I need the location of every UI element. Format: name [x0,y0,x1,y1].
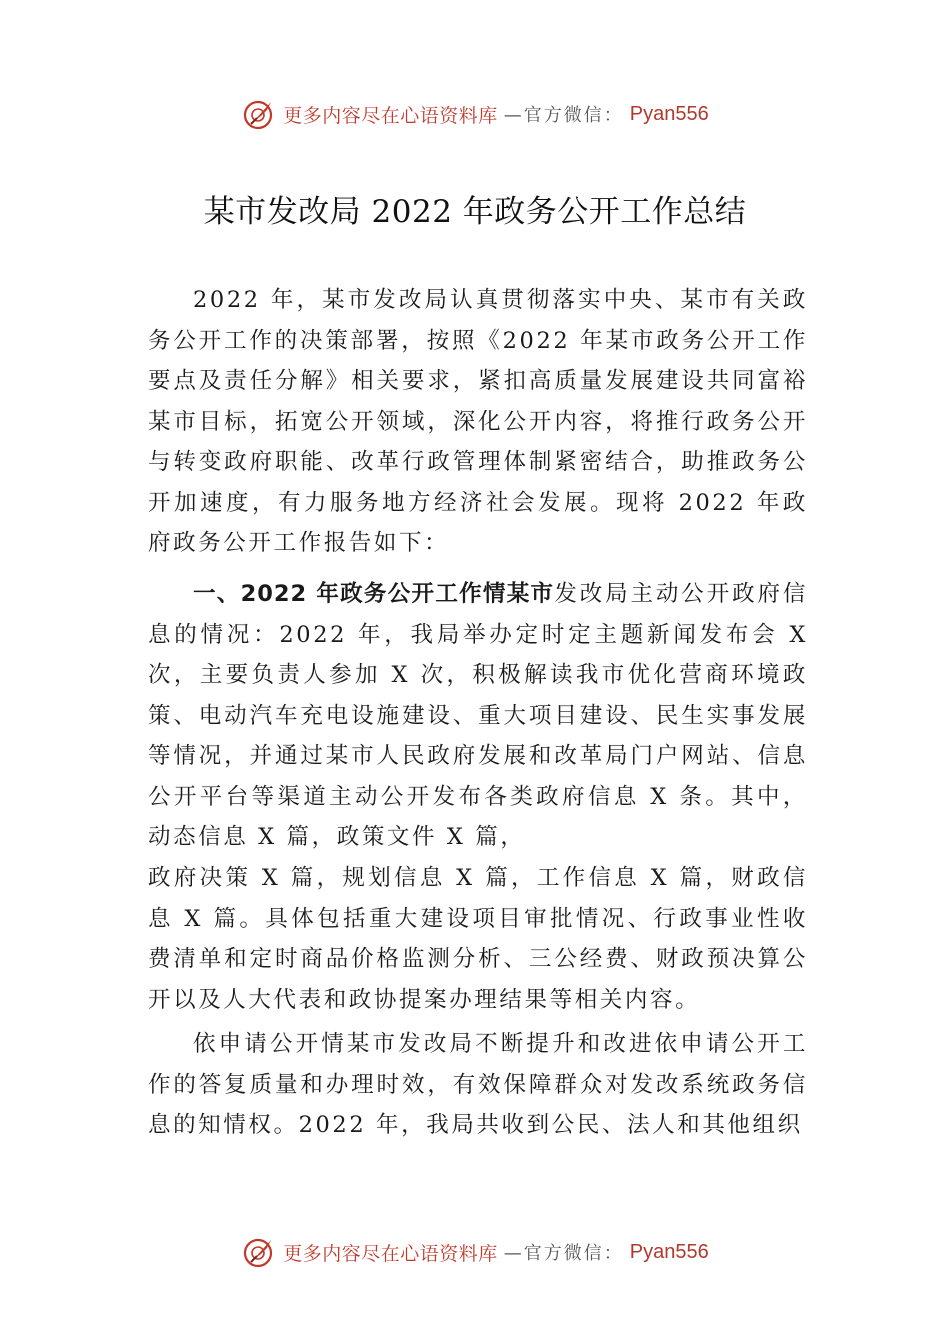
section-one-heading: 一、2022 年政务公开工作情某市 [193,581,555,607]
watermark-official-label: —官方微信： [503,1243,624,1264]
header-watermark-banner [0,94,950,134]
watermark-wechat-id: Pyan556 [629,102,709,125]
document-title: 某市发改局 2022 年政务公开工作总结 [203,194,747,230]
watermark-wechat-id: Pyan556 [629,1240,709,1263]
paragraph-section-one [148,574,808,858]
watermark-brand-text: 更多内容尽在心语资料库 [283,1242,498,1265]
quill-logo-icon [241,1234,277,1270]
paragraph-intro: 2022 年，某市发改局认真贯彻落实中央、某市有关政务公开工作的决策部署，按照《2022 年某市政务公开工作要点及责任分解》相关要求，紧扣高质量发展建设共同富裕某市目标，拓宽公开领域，深化公开内容，将推行政务公开与转变政府职能、改革行政管理体制紧密结合，助推政务公开加速度，有力服务地方经济社会发展。现将 2022 年政府政务公开工作报告如下： [148,287,808,556]
footer-watermark-banner [0,1232,950,1272]
paragraph-on-request-disclosure: 依申请公开情某市发改局不断提升和改进依申请公开工作的答复质量和办理时效，有效保障群众对发改系统政务信息的知情权。2022 年，我局共收到公民、法人和其他组织 [148,1031,808,1138]
watermark-official-label: —官方微信： [503,105,624,126]
paragraph-section-one-continued: 政府决策 X 篇，规划信息 X 篇，工作信息 X 篇，财政信息 X 篇。具体包括重大建设项目审批情况、行政事业性收费清单和定时商品价格监测分析、三公经费、财政预决算公开以及人大代表和政协提案办理结果等相关内容。 [148,865,808,1013]
watermark-brand-text: 更多内容尽在心语资料库 [283,104,498,127]
quill-logo-icon [241,96,277,132]
section-one-text: 发改局主动公开政府信息的情况：2022 年，我局举办定时定主题新闻发布会 X 次，主要负责人参加 X 次，积极解读我市优化营商环境政策、电动汽车充电设施建设、重大项目建设、民生实事发展等情况，并通过某市人民政府发展和改革局门户网站、信息公开平台等渠道主动公开发布各类政府信息 X 条。其中，动态信息 X 篇，政策文件 X 篇， [148,581,808,850]
